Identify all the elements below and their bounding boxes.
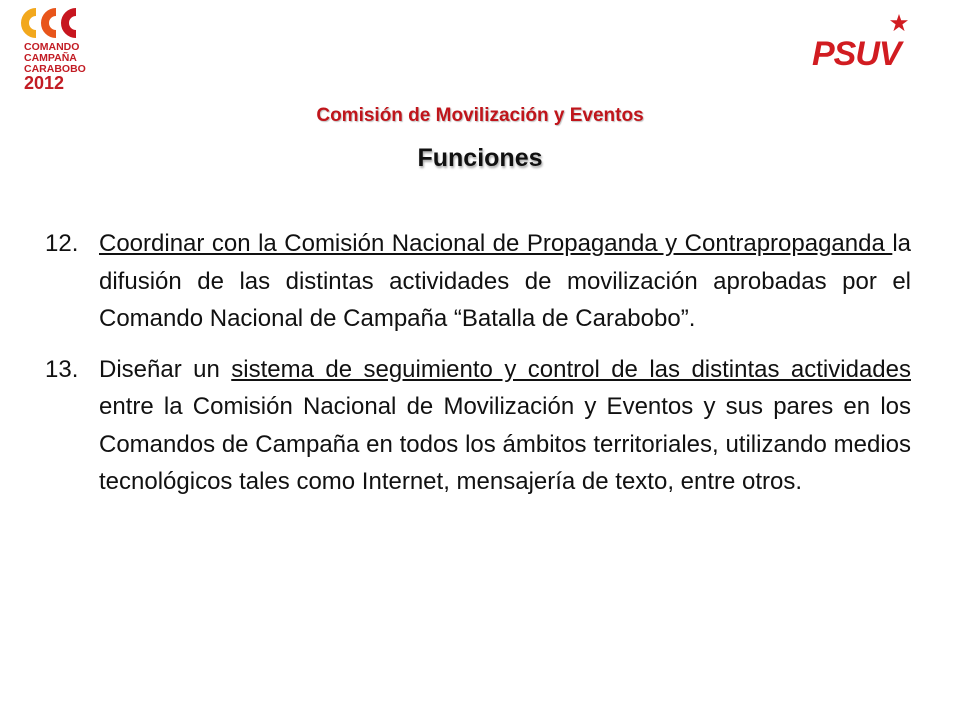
ccc-year: 2012 (24, 73, 65, 93)
item-text-underlined: sistema de seguimiento y control de las distintas actividades (231, 355, 911, 383)
item-text-underlined: Coordinar con la Comisión Nacional de Propaganda y Contrapropaganda (99, 230, 893, 257)
page-title: Funciones (417, 144, 543, 172)
psuv-logo (812, 14, 936, 74)
ccc-line-campana: CAMPAÑA (24, 52, 77, 64)
item-text (99, 351, 911, 501)
item-text-plain: la difusión de las distintas actividades de movilización aprobadas por el Comando Nacional de Campaña “Batalla de Carabobo”. (99, 230, 911, 332)
ccc-line-comando: COMANDO (24, 41, 80, 53)
star-icon (890, 14, 908, 32)
list-item (45, 225, 911, 338)
ccc-letters-icon (20, 6, 84, 40)
list-item (45, 351, 911, 501)
functions-list (45, 225, 911, 514)
section-subtitle: Comisión de Movilización y Eventos (316, 105, 644, 126)
item-number: 13. (45, 355, 79, 383)
item-text-plain: entre la Comisión Nacional de Movilización y Eventos y sus pares en los Comandos de Campaña en todos los ámbitos territoriales, utilizando medios tecnológicos tales como Internet, mensajería de texto, entre otros. (99, 393, 911, 495)
item-number: 12. (45, 230, 79, 257)
ccc-logo (20, 6, 90, 94)
item-text-plain: Diseñar un (99, 355, 232, 383)
ccc-line-carabobo: CARABOBO (24, 63, 86, 75)
psuv-logo-text: PSUV (812, 35, 901, 73)
item-text (99, 225, 911, 338)
